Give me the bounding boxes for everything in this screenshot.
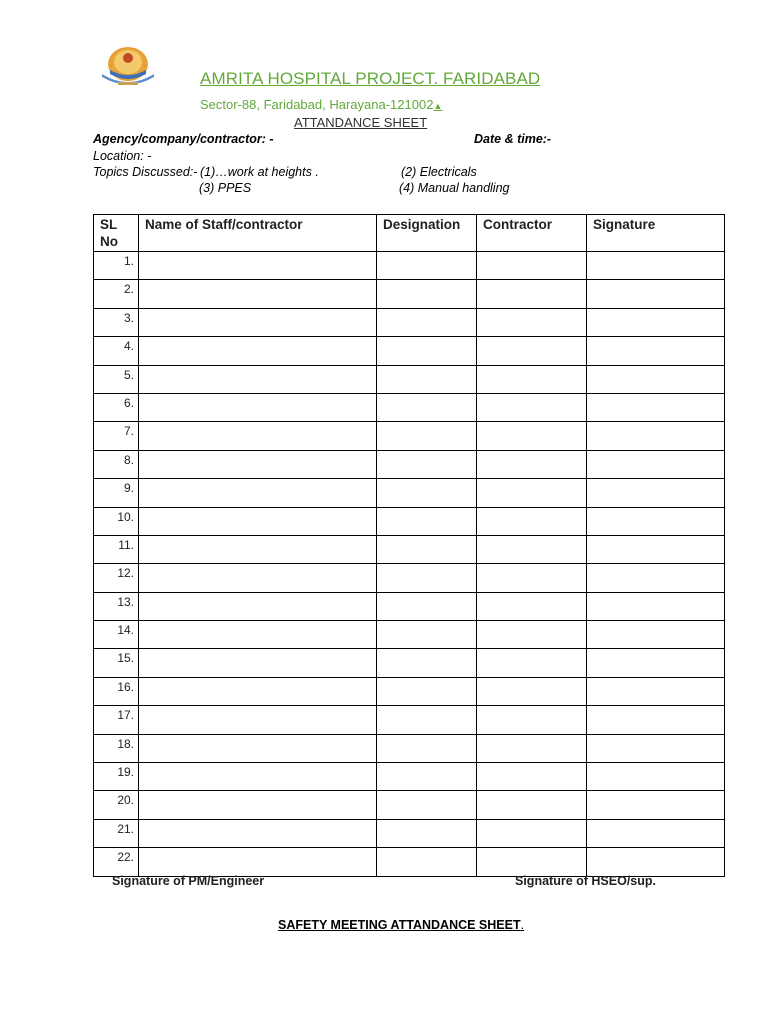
- signature-cell[interactable]: [587, 763, 725, 791]
- table-row: [94, 763, 725, 791]
- designation-cell[interactable]: [377, 592, 477, 620]
- signature-cell[interactable]: [587, 706, 725, 734]
- sl-no-cell: 11.: [94, 535, 139, 563]
- designation-cell[interactable]: [377, 479, 477, 507]
- table-row: [94, 592, 725, 620]
- designation-cell[interactable]: [377, 649, 477, 677]
- table-row: [94, 535, 725, 563]
- name-cell[interactable]: [139, 848, 377, 876]
- sl-no-cell: 16.: [94, 677, 139, 705]
- table-row: [94, 507, 725, 535]
- name-cell[interactable]: [139, 621, 377, 649]
- contractor-cell[interactable]: [477, 734, 587, 762]
- name-cell[interactable]: [139, 535, 377, 563]
- designation-cell[interactable]: [377, 706, 477, 734]
- signature-cell[interactable]: [587, 649, 725, 677]
- sl-no-cell: 18.: [94, 734, 139, 762]
- sl-no-cell: 13.: [94, 592, 139, 620]
- sl-no-cell: 7.: [94, 422, 139, 450]
- contractor-cell[interactable]: [477, 422, 587, 450]
- designation-cell[interactable]: [377, 337, 477, 365]
- table-row: [94, 479, 725, 507]
- name-cell[interactable]: [139, 734, 377, 762]
- sl-no-cell: 19.: [94, 763, 139, 791]
- contractor-cell[interactable]: [477, 649, 587, 677]
- column-header-sl-no: SL No: [94, 215, 139, 252]
- table-row: [94, 365, 725, 393]
- org-title: AMRITA HOSPITAL PROJECT. FARIDABAD: [200, 69, 541, 88]
- signature-cell[interactable]: [587, 819, 725, 847]
- hseo-signature-label: Signature of HSEO/sup.: [515, 874, 656, 888]
- signature-cell[interactable]: [587, 252, 725, 280]
- designation-cell[interactable]: [377, 507, 477, 535]
- table-row: [94, 564, 725, 592]
- designation-cell[interactable]: [377, 734, 477, 762]
- table-row: [94, 280, 725, 308]
- table-row: [94, 422, 725, 450]
- signature-cell[interactable]: [587, 450, 725, 478]
- signature-cell[interactable]: [587, 734, 725, 762]
- sl-no-cell: 22.: [94, 848, 139, 876]
- signature-cell[interactable]: [587, 592, 725, 620]
- designation-cell[interactable]: [377, 677, 477, 705]
- sl-no-cell: 6.: [94, 393, 139, 421]
- signature-cell[interactable]: [587, 677, 725, 705]
- sl-no-cell: 14.: [94, 621, 139, 649]
- column-header-contractor: Contractor: [477, 215, 587, 252]
- signature-cell[interactable]: [587, 365, 725, 393]
- signature-cell[interactable]: [587, 280, 725, 308]
- designation-cell[interactable]: [377, 252, 477, 280]
- column-header-designation: Designation: [377, 215, 477, 252]
- column-header-signature: Signature: [587, 215, 725, 252]
- amrita-emblem-icon: [96, 44, 160, 88]
- table-row: [94, 649, 725, 677]
- name-cell[interactable]: [139, 763, 377, 791]
- table-row: [94, 677, 725, 705]
- sl-no-cell: 3.: [94, 308, 139, 336]
- table-row: [94, 450, 725, 478]
- table-row: [94, 337, 725, 365]
- name-cell[interactable]: [139, 308, 377, 336]
- contractor-cell[interactable]: [477, 848, 587, 876]
- contractor-cell[interactable]: [477, 819, 587, 847]
- name-cell[interactable]: [139, 649, 377, 677]
- signature-cell[interactable]: [587, 479, 725, 507]
- table-row: [94, 252, 725, 280]
- contractor-cell[interactable]: [477, 564, 587, 592]
- contractor-cell[interactable]: [477, 337, 587, 365]
- designation-cell[interactable]: [377, 308, 477, 336]
- signature-cell[interactable]: [587, 621, 725, 649]
- designation-cell[interactable]: [377, 848, 477, 876]
- name-cell[interactable]: [139, 280, 377, 308]
- agency-label: Agency/company/contractor: -: [93, 132, 274, 146]
- name-cell[interactable]: [139, 791, 377, 819]
- name-cell[interactable]: [139, 819, 377, 847]
- sl-no-cell: 10.: [94, 507, 139, 535]
- designation-cell[interactable]: [377, 422, 477, 450]
- name-cell[interactable]: [139, 592, 377, 620]
- table-row: [94, 706, 725, 734]
- contractor-cell[interactable]: [477, 393, 587, 421]
- table-row: [94, 848, 725, 876]
- contractor-cell[interactable]: [477, 535, 587, 563]
- pm-signature-label: Signature of PM/Engineer: [112, 874, 265, 888]
- table-row: [94, 791, 725, 819]
- name-cell[interactable]: [139, 706, 377, 734]
- contractor-cell[interactable]: [477, 706, 587, 734]
- designation-cell[interactable]: [377, 450, 477, 478]
- signature-cell[interactable]: [587, 564, 725, 592]
- contractor-cell[interactable]: [477, 592, 587, 620]
- sl-no-cell: 4.: [94, 337, 139, 365]
- topics-label: Topics Discussed:-: [93, 165, 198, 179]
- name-cell[interactable]: [139, 677, 377, 705]
- sl-no-cell: 9.: [94, 479, 139, 507]
- sl-no-cell: 20.: [94, 791, 139, 819]
- designation-cell[interactable]: [377, 280, 477, 308]
- signature-cell[interactable]: [587, 507, 725, 535]
- contractor-cell[interactable]: [477, 677, 587, 705]
- contractor-cell[interactable]: [477, 252, 587, 280]
- topic-2: (2) Electricals: [401, 165, 477, 179]
- contractor-cell[interactable]: [477, 280, 587, 308]
- signature-cell[interactable]: [587, 535, 725, 563]
- attendance-table: [93, 214, 725, 877]
- designation-cell[interactable]: [377, 763, 477, 791]
- topic-4: (4) Manual handling: [399, 181, 510, 195]
- sl-no-cell: 2.: [94, 280, 139, 308]
- sl-no-cell: 21.: [94, 819, 139, 847]
- designation-cell[interactable]: [377, 791, 477, 819]
- sl-no-cell: 17.: [94, 706, 139, 734]
- contractor-cell[interactable]: [477, 791, 587, 819]
- name-cell[interactable]: [139, 479, 377, 507]
- sl-no-cell: 12.: [94, 564, 139, 592]
- org-address: Sector-88, Faridabad, Harayana-121002▲: [200, 97, 443, 112]
- signature-cell[interactable]: [587, 337, 725, 365]
- name-cell[interactable]: [139, 507, 377, 535]
- contractor-cell[interactable]: [477, 621, 587, 649]
- table-row: [94, 621, 725, 649]
- name-cell[interactable]: [139, 252, 377, 280]
- designation-cell[interactable]: [377, 535, 477, 563]
- name-cell[interactable]: [139, 393, 377, 421]
- table-row: [94, 393, 725, 421]
- name-cell[interactable]: [139, 422, 377, 450]
- footer-title: SAFETY MEETING ATTANDANCE SHEET.: [278, 918, 525, 932]
- table-row: [94, 734, 725, 762]
- datetime-label: Date & time:-: [474, 132, 552, 146]
- contractor-cell[interactable]: [477, 507, 587, 535]
- designation-cell[interactable]: [377, 365, 477, 393]
- signature-cell[interactable]: [587, 791, 725, 819]
- name-cell[interactable]: [139, 564, 377, 592]
- signature-cell[interactable]: [587, 848, 725, 876]
- topic-1: (1)…work at heights .: [200, 165, 319, 179]
- contractor-cell[interactable]: [477, 479, 587, 507]
- sl-no-cell: 8.: [94, 450, 139, 478]
- name-cell[interactable]: [139, 365, 377, 393]
- signature-cell[interactable]: [587, 393, 725, 421]
- signature-cell[interactable]: [587, 308, 725, 336]
- designation-cell[interactable]: [377, 621, 477, 649]
- contractor-cell[interactable]: [477, 763, 587, 791]
- contractor-cell[interactable]: [477, 365, 587, 393]
- table-header-row: [94, 215, 725, 252]
- table-row: [94, 819, 725, 847]
- designation-cell[interactable]: [377, 393, 477, 421]
- sl-no-cell: 5.: [94, 365, 139, 393]
- sl-no-cell: 15.: [94, 649, 139, 677]
- sl-no-cell: 1.: [94, 252, 139, 280]
- contractor-cell[interactable]: [477, 450, 587, 478]
- table-row: [94, 308, 725, 336]
- name-cell[interactable]: [139, 450, 377, 478]
- designation-cell[interactable]: [377, 564, 477, 592]
- topic-3: (3) PPES: [199, 181, 252, 195]
- column-header-name: Name of Staff/contractor: [139, 215, 377, 252]
- sheet-title: ATTANDANCE SHEET: [294, 115, 428, 130]
- name-cell[interactable]: [139, 337, 377, 365]
- signature-cell[interactable]: [587, 422, 725, 450]
- designation-cell[interactable]: [377, 819, 477, 847]
- location-label: Location: -: [93, 149, 152, 163]
- contractor-cell[interactable]: [477, 308, 587, 336]
